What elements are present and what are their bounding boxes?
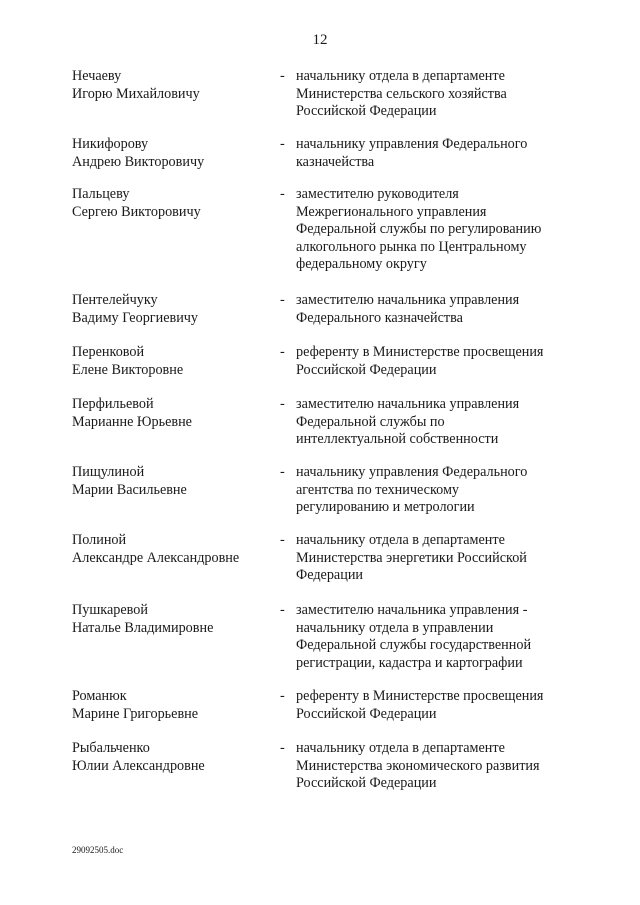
name-line: Никифорову xyxy=(72,136,149,152)
description-line: Российской Федерации xyxy=(296,361,437,378)
description-line: алкогольного рынка по Центральному xyxy=(296,238,527,255)
person-name xyxy=(72,688,272,723)
description-line: заместителю начальника управления - xyxy=(296,602,528,618)
document-filename: 29092505.doc xyxy=(72,845,124,855)
name-line: Наталье Владимировне xyxy=(72,619,214,636)
description-line: Российской Федерации xyxy=(296,103,437,120)
description-line: Федеральной службы государственной xyxy=(296,637,532,654)
person-name xyxy=(72,740,272,775)
name-line: Игорю Михайловичу xyxy=(72,85,200,102)
name-line: Пушкаревой xyxy=(72,602,148,618)
description-line: Межрегионального управления xyxy=(296,203,487,220)
description-line: агентства по техническому xyxy=(296,481,460,498)
description-line: казначейства xyxy=(296,153,375,170)
page-number: 12 xyxy=(312,32,328,48)
description-line: Министерства сельского хозяйства xyxy=(296,85,507,102)
person-name xyxy=(72,602,272,637)
description-line: начальнику отдела в департаменте xyxy=(296,740,505,756)
description-line: регулированию и метрологии xyxy=(296,499,475,516)
description-line: заместителю начальника управления xyxy=(296,292,520,308)
position-description xyxy=(296,602,596,672)
position-description xyxy=(296,344,596,379)
position-description xyxy=(296,396,596,449)
description-line: начальнику отдела в департаменте xyxy=(296,532,505,548)
description-line: начальнику управления Федерального xyxy=(296,136,528,152)
dash-separator: - xyxy=(280,602,285,618)
dash-separator: - xyxy=(280,136,285,152)
description-line: заместителю начальника управления xyxy=(296,396,520,412)
dash-separator: - xyxy=(280,688,285,704)
person-name xyxy=(72,396,272,431)
description-line: регистрации, кадастра и картографии xyxy=(296,654,523,671)
position-description xyxy=(296,136,596,171)
name-line: Рыбальченко xyxy=(72,740,150,756)
name-line: Юлии Александровне xyxy=(72,757,205,774)
person-name xyxy=(72,464,272,499)
person-name xyxy=(72,292,272,327)
name-line: Романюк xyxy=(72,688,127,704)
name-line: Пищулиной xyxy=(72,464,145,480)
description-line: референту в Министерстве просвещения xyxy=(296,344,544,360)
name-line: Пальцеву xyxy=(72,186,130,202)
dash-separator: - xyxy=(280,344,285,360)
name-line: Елене Викторовне xyxy=(72,361,184,378)
position-description xyxy=(296,186,596,274)
dash-separator: - xyxy=(280,186,285,202)
description-line: федеральному округу xyxy=(296,256,427,273)
name-line: Перфильевой xyxy=(72,396,154,412)
name-line: Александре Александровне xyxy=(72,549,240,566)
description-line: начальнику управления Федерального xyxy=(296,464,528,480)
name-line: Марии Васильевне xyxy=(72,481,187,498)
person-name xyxy=(72,532,272,567)
position-description xyxy=(296,688,596,723)
description-line: заместителю руководителя xyxy=(296,186,459,202)
description-line: начальнику отдела в управлении xyxy=(296,619,494,636)
dash-separator: - xyxy=(280,740,285,756)
description-line: интеллектуальной собственности xyxy=(296,431,499,448)
name-line: Пентелейчуку xyxy=(72,292,158,308)
description-line: Российской Федерации xyxy=(296,775,437,792)
description-line: Российской Федерации xyxy=(296,705,437,722)
description-line: референту в Министерстве просвещения xyxy=(296,688,544,704)
dash-separator: - xyxy=(280,532,285,548)
dash-separator: - xyxy=(280,292,285,308)
name-line: Вадиму Георгиевичу xyxy=(72,309,199,326)
description-line: начальнику отдела в департаменте xyxy=(296,68,505,84)
dash-separator: - xyxy=(280,396,285,412)
position-description xyxy=(296,292,596,327)
description-line: Федерации xyxy=(296,567,364,584)
description-line: Федерального казначейства xyxy=(296,309,463,326)
name-line: Перенковой xyxy=(72,344,145,360)
description-line: Федеральной службы по xyxy=(296,413,445,430)
name-line: Андрею Викторовичу xyxy=(72,153,205,170)
dash-separator: - xyxy=(280,464,285,480)
name-line: Полиной xyxy=(72,532,127,548)
position-description xyxy=(296,532,596,585)
name-line: Марианне Юрьевне xyxy=(72,413,192,430)
description-line: Федеральной службы по регулированию xyxy=(296,221,542,238)
position-description xyxy=(296,68,596,121)
person-name xyxy=(72,136,272,171)
person-name xyxy=(72,344,272,379)
description-line: Министерства экономического развития xyxy=(296,757,540,774)
dash-separator: - xyxy=(280,68,285,84)
person-name xyxy=(72,186,272,221)
position-description xyxy=(296,740,596,793)
name-line: Нечаеву xyxy=(72,68,122,84)
position-description xyxy=(296,464,596,517)
person-name xyxy=(72,68,272,103)
description-line: Министерства энергетики Российской xyxy=(296,549,527,566)
name-line: Марине Григорьевне xyxy=(72,705,199,722)
name-line: Сергею Викторовичу xyxy=(72,203,201,220)
